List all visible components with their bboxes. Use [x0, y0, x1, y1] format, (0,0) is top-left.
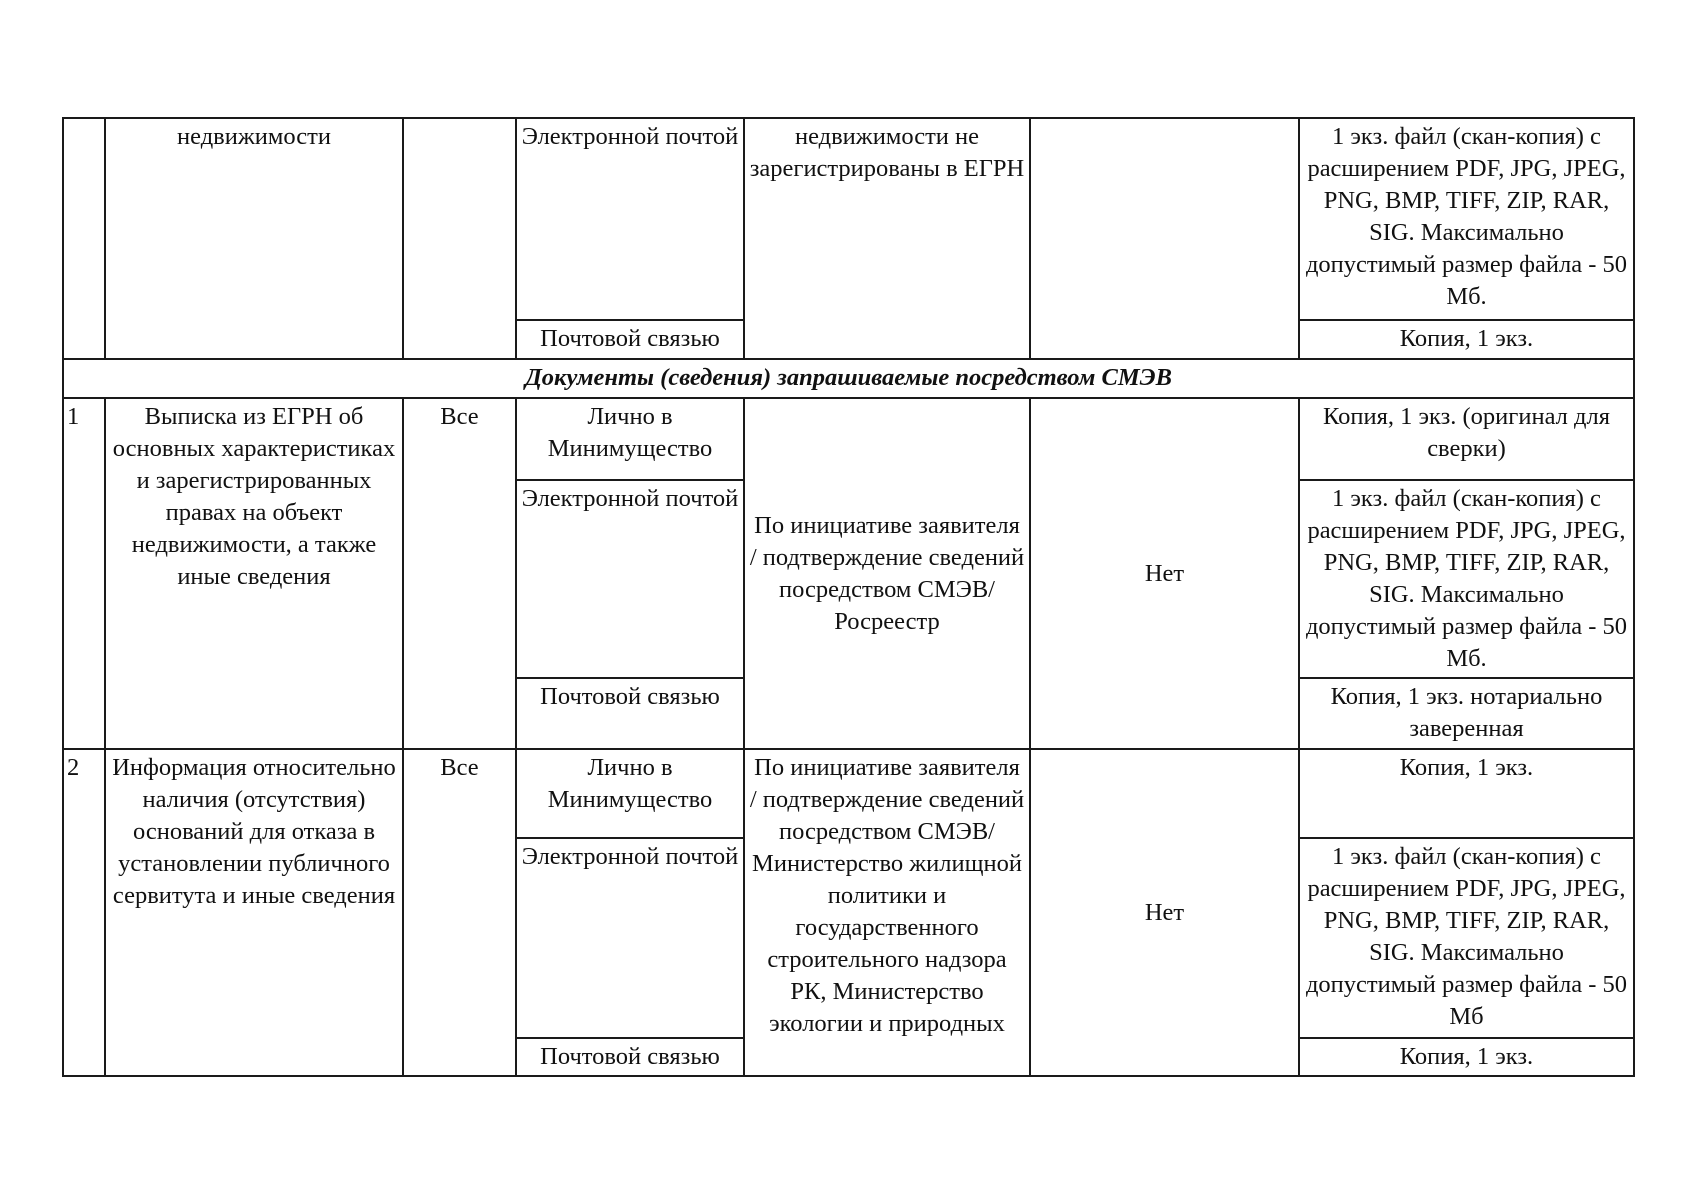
- cell-number: 1: [63, 398, 105, 749]
- cell-method-email: Электронной почтой: [516, 480, 744, 678]
- cell-document: Выписка из ЕГРН об основных характеристиках и зарегистрированных правах на объект недвижимости, а также иные сведения: [105, 398, 403, 749]
- cell-category: Все: [403, 398, 516, 749]
- cell-method-mail: Почтовой связью: [516, 320, 744, 359]
- cell-number: 2: [63, 749, 105, 1076]
- cell-condition: недвижимости не зарегистрированы в ЕГРН: [744, 118, 1030, 359]
- cell-required: Нет: [1030, 398, 1299, 749]
- cell-document: недвижимости: [105, 118, 403, 359]
- services-documents-table: [62, 117, 1635, 1077]
- cell-required: [1030, 118, 1299, 359]
- cell-form-email: 1 экз. файл (скан-копия) с расширением PDF, JPG, JPEG, PNG, BMP, TIFF, ZIP, RAR, SIG. Максимально допустимый размер файла - 50 Мб: [1299, 838, 1634, 1038]
- cell-form-email: 1 экз. файл (скан-копия) с расширением PDF, JPG, JPEG, PNG, BMP, TIFF, ZIP, RAR, SIG. Максимально допустимый размер файла - 50 Мб.: [1299, 118, 1634, 320]
- cell-form-mail: Копия, 1 экз.: [1299, 1038, 1634, 1076]
- cell-method-mail: Почтовой связью: [516, 1038, 744, 1076]
- cell-document: Информация относительно наличия (отсутствия) оснований для отказа в установлении публичного сервитута и иные сведения: [105, 749, 403, 1076]
- section-title: Документы (сведения) запрашиваемые посредством СМЭВ: [63, 359, 1634, 398]
- cell-form-in-person: Копия, 1 экз. (оригинал для сверки): [1299, 398, 1634, 480]
- cell-condition: По инициативе заявителя / подтверждение сведений посредством СМЭВ/ Росреестр: [744, 398, 1030, 749]
- cell-required: Нет: [1030, 749, 1299, 1076]
- cell-number: [63, 118, 105, 359]
- cell-method-email: Электронной почтой: [516, 838, 744, 1038]
- table-row: [63, 398, 1634, 480]
- cell-form-mail: Копия, 1 экз. нотариально заверенная: [1299, 678, 1634, 749]
- cell-form-mail: Копия, 1 экз.: [1299, 320, 1634, 359]
- cell-category: [403, 118, 516, 359]
- cell-method-mail: Почтовой связью: [516, 678, 744, 749]
- continued-row-upper: [63, 118, 1634, 320]
- cell-form-in-person: Копия, 1 экз.: [1299, 749, 1634, 838]
- table-row: [63, 749, 1634, 838]
- section-header-row: [63, 359, 1634, 398]
- cell-form-email: 1 экз. файл (скан-копия) с расширением PDF, JPG, JPEG, PNG, BMP, TIFF, ZIP, RAR, SIG. Максимально допустимый размер файла - 50 Мб.: [1299, 480, 1634, 678]
- cell-condition: По инициативе заявителя / подтверждение сведений посредством СМЭВ/ Министерство жилищной политики и государственного строительного надзора РК, Министерство экологии и природных: [744, 749, 1030, 1076]
- cell-method-in-person: Лично в Минимущество: [516, 398, 744, 480]
- cell-method-email: Электронной почтой: [516, 118, 744, 320]
- cell-method-in-person: Лично в Минимущество: [516, 749, 744, 838]
- cell-category: Все: [403, 749, 516, 1076]
